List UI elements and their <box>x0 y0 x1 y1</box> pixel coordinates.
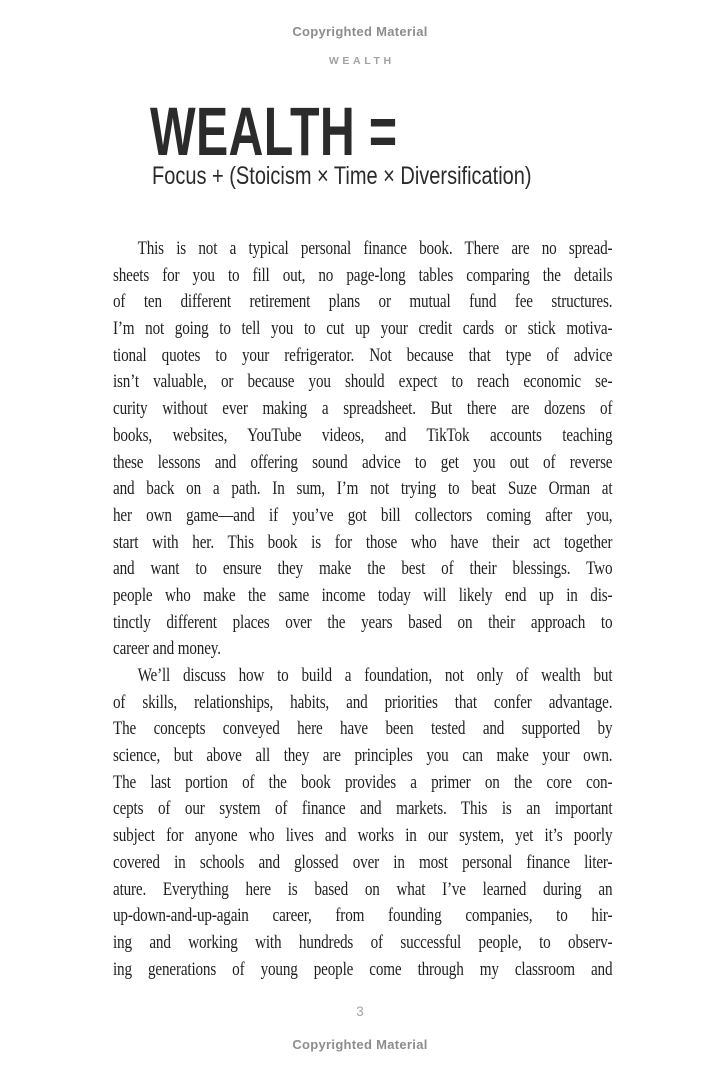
wealth-formula: Focus + (Stoicism × Time × Diversification) <box>152 162 532 190</box>
body-line: start with her. This book is for those who have their act together <box>113 532 613 553</box>
body-line: This is not a typical personal finance book. There are no spread- <box>137 239 613 259</box>
body-line: tional quotes to your refrigerator. Not because that type of advice <box>113 345 613 366</box>
body-line: subject for anyone who lives and works in our system, yet it’s poorly <box>113 826 613 847</box>
page-number: 3 <box>356 1004 364 1019</box>
body-line: of ten different retirement plans or mutual fund fee structures. <box>113 292 613 313</box>
body-line: I’m not going to tell you to cut up your credit cards or stick motiva- <box>113 319 613 340</box>
body-line: We’ll discuss how to build a foundation, not only of wealth but <box>137 666 613 686</box>
body-line: curity without ever making a spreadsheet. But there are dozens of <box>113 399 613 420</box>
body-line: and back on a path. In sum, I’m not trying to beat Suze Orman at <box>113 479 613 500</box>
body-line: sheets for you to fill out, no page-long tables comparing the details <box>113 265 613 286</box>
body-line: covered in schools and glossed over in most personal finance liter- <box>113 852 613 873</box>
body-line: books, websites, YouTube videos, and TikTok accounts teaching <box>113 425 613 446</box>
body-line: people who make the same income today will likely end up in dis- <box>113 585 613 606</box>
body-text <box>113 236 612 983</box>
body-line: ature. Everything here is based on what I’ve learned during an <box>113 879 613 900</box>
body-line: isn’t valuable, or because you should expect to reach economic se- <box>113 372 613 393</box>
body-line: these lessons and offering sound advice to get you out of reverse <box>113 452 613 473</box>
copyright-notice-top: Copyrighted Material <box>292 24 428 39</box>
title-block <box>150 93 532 190</box>
body-line: The concepts conveyed here have been tested and supported by <box>113 719 613 740</box>
body-line: ing and working with hundreds of successful people, to observ- <box>113 932 613 953</box>
copyright-notice-bottom: Copyrighted Material <box>292 1037 428 1052</box>
body-line: and want to ensure they make the best of their blessings. Two <box>113 559 613 580</box>
running-head: WEALTH <box>328 55 395 67</box>
body-line: career and money. <box>113 639 221 660</box>
body-line: science, but above all they are principles you can make your own. <box>113 746 613 767</box>
body-line: up-down-and-up-again career, from founding companies, to hir- <box>113 906 613 927</box>
body-line: her own game—and if you’ve got bill collectors coming after you, <box>113 505 613 526</box>
body-line: The last portion of the book provides a primer on the core con- <box>113 772 613 793</box>
body-line: tinctly different places over the years based on their approach to <box>113 612 613 633</box>
body-line: cepts of our system of finance and markets. This is an important <box>113 799 613 820</box>
body-line: ing generations of young people come through my classroom and <box>113 959 613 980</box>
body-line: of skills, relationships, habits, and priorities that confer advantage. <box>113 692 613 713</box>
chapter-title: WEALTH = <box>150 93 398 170</box>
